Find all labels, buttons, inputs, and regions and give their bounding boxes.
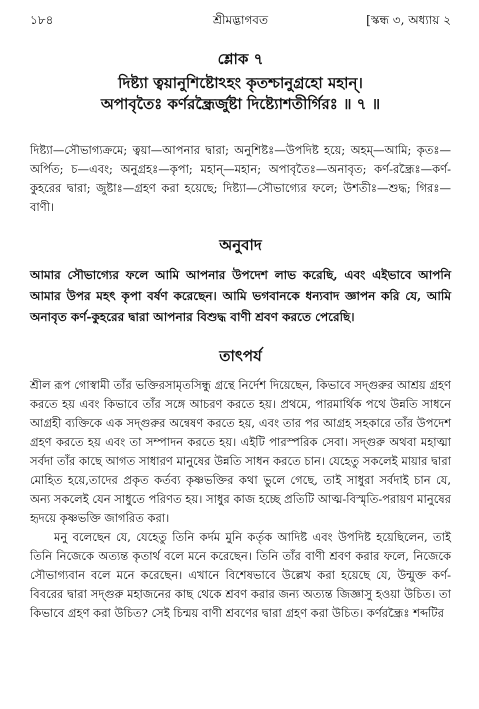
- purport-paragraph: শ্রীল রূপ গোস্বামী তাঁর ভক্তিরসামৃতসিন্ধু গ্রন্থে নির্দেশ দিয়েছেন, কিভাবে সদ্গুরুর আশ্রয় গ্রহণ করতে হয় এবং কিভাবে তাঁর সঙ্গে আচরণ করতে হয়। প্রথমে, পারমার্থিক পথে উন্নতি সাধনে আগ্রহী ব্যক্তিকে এক সদ্গুরুর অন্বেষণ করতে হয়, এবং তার পর আগ্রহ সহকারে তাঁর উপদেশ গ্রহণ করতে হয় এবং তা সম্পাদন করতে হয়। এইটি পারস্পরিক সেবা। সদ্গুরু অথবা মহাত্মা সর্বদা তাঁর কাছে আগত সাধারণ মানুষের উন্নতি সাধন করতে চান। যেহেতু সকলেই মায়ার দ্বারা মোহিত হয়ে,তাদের প্রকৃত কর্তব্য কৃষ্ণভক্তির কথা ভুলে গেছে, তাই সাধুরা সর্বদাই চান যে, অন্য সকলেই যেন সাধুতে পরিণত হয়। সাধুর কাজ হচ্ছে প্রতিটি আত্ম-বিস্মৃতি-পরায়ণ মানুষের হৃদয়ে কৃষ্ণভক্তি জাগরিত করা।: [30, 378, 451, 525]
- page-number: ১৮৪: [30, 13, 54, 27]
- chapter-reference: [স্কন্ধ ৩, অধ্যায় ২: [366, 13, 451, 27]
- book-title: শ্রীমদ্ভাগবত: [212, 13, 268, 27]
- translation-text: আমার সৌভাগ্যের ফলে আমি আপনার উপদেশ লাভ করেছি, এবং এইভাবে আপনি আমার উপর মহৎ কৃপা বর্ষণ করেছেন। আমি ভগবানকে ধন্যবাদ জ্ঞাপন করি যে, আমি অনাবৃত কর্ণ-কুহরের দ্বারা আপনার বিশুদ্ধ বাণী শ্রবণ করতে পেরেছি।: [30, 268, 451, 324]
- page-header: [30, 0, 451, 44]
- word-synonyms: দিষ্ট্যা—সৌভাগ্যক্রমে; ত্বয়া—আপনার দ্বারা; অনুশিষ্টঃ—উপদিষ্ট হয়ে; অহম্—আমি; কৃতঃ—অর্পিত; চ—এবং; অনুগ্রহঃ—কৃপা; মহান্—মহান; অপাবৃতৈঃ—অনাবৃত; কর্ণ-রন্ধ্রৈঃ—কর্ণ-কুহরের দ্বারা; জুষ্টাঃ—গ্রহণ করা হয়েছে; দিষ্ট্যা—সৌভাগ্যের ফলে; উশতীঃ—শুদ্ধ; গিরঃ—বাণী।: [30, 143, 451, 214]
- purport-paragraph: মনু বলেছেন যে, যেহেতু তিনি কর্দম মুনি কর্তৃক আদিষ্ট এবং উপদিষ্ট হয়েছিলেন, তাই তিনি নিজেকে অত্যন্ত কৃতার্থ বলে মনে করেছেন। তিনি তাঁর বাণী শ্রবণ করার ফলে, নিজেকে সৌভাগ্যবান বলে মনে করেছেন। এখানে বিশেষভাবে উল্লেখ করা হয়েছে যে, উন্মুক্ত কর্ণ-বিবরের দ্বারা সদ্গুরু মহাজনের কাছ থেকে শ্রবণ করার জন্য অত্যন্ত জিজ্ঞাসু হওয়া উচিত। তা কিভাবে গ্রহণ করা উচিত? সেই চিন্ময় বাণী শ্রবণের দ্বারা গ্রহণ করা উচিত। কর্ণরন্ধ্রৈঃ শব্দটির: [30, 530, 451, 620]
- purport-body: [30, 376, 451, 623]
- purport-heading: তাৎপর্য: [219, 347, 262, 365]
- translation-heading: অনুবাদ: [219, 236, 262, 254]
- verse-line-2: অপাবৃতৈঃ কর্ণরন্ধ্রৈর্জুষ্টা দিষ্ট্যোশতীর্গিরঃ ॥ ৭ ॥: [100, 95, 381, 113]
- verse-label: শ্লোক ৭: [217, 50, 264, 68]
- verse-line-1: দিষ্ট্যা ত্বয়ানুশিষ্টোঽহং কৃতশ্চানুগ্রহো মহান্।: [118, 74, 363, 92]
